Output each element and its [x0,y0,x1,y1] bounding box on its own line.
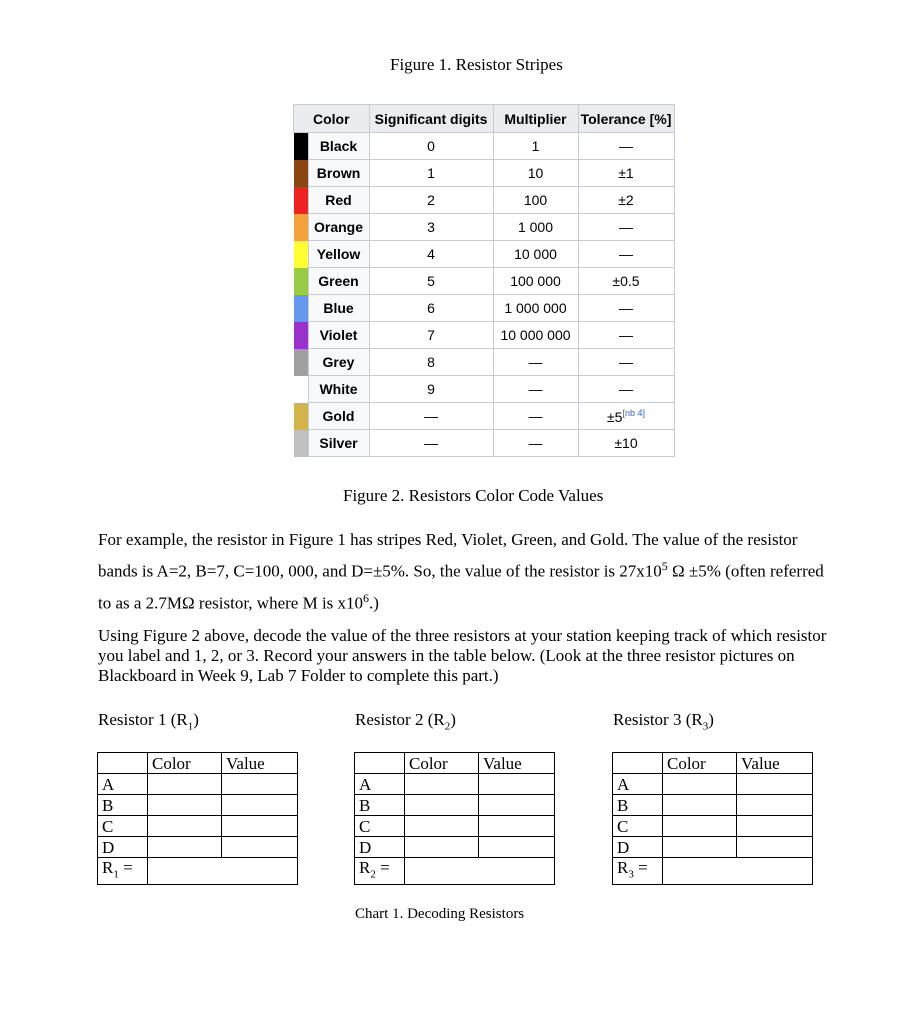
tolerance-value-text: — [619,354,633,370]
color-row-white [294,376,675,403]
decode-row-band-d [613,837,813,858]
band-value-cell[interactable] [479,795,555,816]
example-text-2: Ω ±5% (often referred to as a 2.7MΩ resistor, where M is x10 [98,561,824,613]
resistor-1-label-text: Resistor 1 (R [98,710,188,729]
decode-total-row [98,858,298,885]
band-label: D [355,837,405,858]
decode-header-value: Value [479,753,555,774]
multiplier-value-text: 10 000 [514,246,557,262]
footnote-link[interactable]: [nb 4] [622,407,645,418]
decode-row-band-c [355,816,555,837]
tolerance-value-text: ±0.5 [612,273,640,289]
resistor-2-label [355,710,456,732]
decode-header-blank [98,753,148,774]
resistance-total-label [613,858,663,885]
band-label: A [613,774,663,795]
example-paragraph [98,526,828,616]
total-sub: 3 [628,868,634,881]
color-swatch [294,322,309,349]
multiplier-value-text: 100 000 [510,273,561,289]
resistor-2-label-sub: 2 [444,720,451,733]
tolerance-value [578,376,674,403]
header-color: Color [294,105,370,133]
significant-digit [369,133,493,160]
significant-digit-text: — [424,435,438,451]
color-swatch [294,214,309,241]
color-swatch [294,295,309,322]
tolerance-value [578,430,674,457]
color-name: Yellow [308,241,369,268]
color-code-header-row [294,105,675,133]
band-color-cell[interactable] [663,774,737,795]
band-color-cell[interactable] [148,816,222,837]
resistor-3-label [613,710,714,732]
color-row-blue [294,295,675,322]
multiplier-value-text: 1 000 000 [504,300,567,316]
resistor-3-label-close: ) [708,710,714,729]
decode-row-band-c [98,816,298,837]
color-name: Violet [308,322,369,349]
figure1-caption: Figure 1. Resistor Stripes [390,55,563,74]
resistor-1-label-close: ) [193,710,199,729]
color-row-brown [294,160,675,187]
significant-digit-text: 0 [427,138,435,154]
decode-table-resistor-3 [612,752,813,885]
tolerance-value [578,241,674,268]
significant-digit [369,376,493,403]
figure2-caption: Figure 2. Resistors Color Code Values [343,486,604,505]
tolerance-value [578,403,674,430]
significant-digit [369,349,493,376]
tolerance-value-text: — [619,381,633,397]
decode-total-row [613,858,813,885]
total-prefix: R [617,858,629,877]
multiplier-value-text: — [528,435,543,451]
decode-total-row [355,858,555,885]
color-row-silver [294,430,675,457]
resistor-2-label-text: Resistor 2 (R [355,710,445,729]
significant-digit-text: 6 [427,300,435,316]
resistor-1-label [98,710,199,732]
color-row-violet [294,322,675,349]
instructions-paragraph: Using Figure 2 above, decode the value of the three resistors at your station keeping track of which resistor you label and 1, 2, or 3. Record your answers in the table below. (Look at the three resistor pictures on Blackboard in Week 9, Lab 7 Folder to complete this part.) [98,626,827,685]
multiplier-value-text: — [528,354,543,370]
multiplier-value [493,322,578,349]
total-sub: 2 [370,868,376,881]
band-color-cell[interactable] [405,774,479,795]
color-row-black [294,133,675,160]
band-color-cell[interactable] [405,816,479,837]
band-label: D [98,837,148,858]
band-color-cell[interactable] [148,774,222,795]
tolerance-value-text: — [619,138,633,154]
significant-digit [369,187,493,214]
decode-header-color: Color [148,753,222,774]
color-row-gold [294,403,675,430]
significant-digit-text: — [424,408,438,424]
resistor-3-label-text: Resistor 3 (R [613,710,703,729]
decode-table-resistor-2 [354,752,555,885]
color-swatch [294,376,309,403]
band-value-cell[interactable] [479,816,555,837]
band-color-cell[interactable] [148,795,222,816]
resistor-1-label-sub: 1 [187,720,194,733]
tolerance-value [578,133,674,160]
tolerance-value [578,322,674,349]
band-value-cell[interactable] [222,774,298,795]
decode-row-band-a [355,774,555,795]
decode-header-row [355,753,555,774]
color-name: Brown [308,160,369,187]
band-value-cell[interactable] [737,774,813,795]
exponent-5: 5 [661,559,668,573]
significant-digit-text: 3 [427,219,435,235]
header-tolerance: Tolerance [%] [578,105,674,133]
header-significant-digits: Significant digits [369,105,493,133]
resistance-total-cell[interactable] [663,858,813,885]
color-name: Orange [308,214,369,241]
band-label: A [355,774,405,795]
color-name: Silver [308,430,369,457]
significant-digit [369,403,493,430]
tolerance-value [578,214,674,241]
color-name: Black [308,133,369,160]
multiplier-value [493,241,578,268]
multiplier-value-text: 10 [527,165,544,181]
multiplier-value-text: 100 [523,192,548,208]
multiplier-value-text: 1 [531,138,540,154]
color-swatch [294,160,309,187]
band-label: C [613,816,663,837]
band-value-cell[interactable] [222,795,298,816]
multiplier-value [493,349,578,376]
decode-header-value: Value [222,753,298,774]
significant-digit-text: 7 [427,327,435,343]
decode-row-band-b [98,795,298,816]
total-suffix: = [118,858,133,877]
multiplier-value [493,214,578,241]
color-name: Gold [308,403,369,430]
color-swatch [294,133,309,160]
multiplier-value-text: 10 000 000 [500,327,571,343]
tolerance-value-text: — [619,219,633,235]
color-row-orange [294,214,675,241]
color-row-yellow [294,241,675,268]
significant-digit [369,322,493,349]
color-swatch [294,349,309,376]
decode-header-blank [355,753,405,774]
tolerance-value [578,295,674,322]
decode-row-band-b [355,795,555,816]
band-value-cell[interactable] [479,774,555,795]
decode-header-row [613,753,813,774]
color-name: Blue [308,295,369,322]
example-text-1: For example, the resistor in Figure 1 has stripes Red, Violet, Green, and Gold. The value of the resistor bands is A=2, B=7, C=100, 000, and D=±5%. So, the value of the resistor is 27x10 [98,530,798,581]
significant-digit [369,160,493,187]
band-color-cell[interactable] [663,837,737,858]
decode-table-resistor-1 [97,752,298,885]
band-value-cell[interactable] [737,837,813,858]
color-name: White [308,376,369,403]
tolerance-value-text: ±1 [618,165,634,181]
band-value-cell[interactable] [479,837,555,858]
color-swatch [294,241,309,268]
significant-digit [369,241,493,268]
color-name: Green [308,268,369,295]
significant-digit [369,268,493,295]
resistance-total-cell[interactable] [405,858,555,885]
band-label: A [98,774,148,795]
tolerance-value-text: — [619,246,633,262]
color-row-grey [294,349,675,376]
tolerance-value [578,268,674,295]
band-label: D [613,837,663,858]
band-color-cell[interactable] [405,837,479,858]
total-suffix: = [375,858,390,877]
decode-row-band-a [613,774,813,795]
band-color-cell[interactable] [663,816,737,837]
tolerance-value [578,160,674,187]
decode-header-blank [613,753,663,774]
color-name: Grey [308,349,369,376]
tolerance-value-text: ±10 [614,435,638,451]
color-swatch [294,268,309,295]
resistance-total-label [355,858,405,885]
tolerance-value-text: ±5 [606,408,623,425]
color-name: Red [308,187,369,214]
significant-digit [369,430,493,457]
decode-header-row [98,753,298,774]
decode-row-band-d [355,837,555,858]
tolerance-value-text: — [619,327,633,343]
significant-digit [369,295,493,322]
band-color-cell[interactable] [405,795,479,816]
significant-digit-text: 1 [427,165,435,181]
example-text-3: .) [369,593,379,613]
header-multiplier: Multiplier [493,105,578,133]
total-suffix: = [633,858,648,877]
band-label: B [613,795,663,816]
color-swatch [294,430,309,457]
resistance-total-cell[interactable] [148,858,298,885]
multiplier-value [493,376,578,403]
band-value-cell[interactable] [737,816,813,837]
band-label: C [355,816,405,837]
color-code-table [293,104,675,457]
multiplier-value [493,403,578,430]
color-swatch [294,187,309,214]
multiplier-value [493,295,578,322]
decode-header-value: Value [737,753,813,774]
color-row-green [294,268,675,295]
band-value-cell[interactable] [222,816,298,837]
decode-header-color: Color [405,753,479,774]
exponent-6: 6 [363,590,370,605]
decode-row-band-a [98,774,298,795]
band-label: C [98,816,148,837]
resistor-3-label-sub: 3 [702,720,709,733]
significant-digit [369,214,493,241]
decode-row-band-b [613,795,813,816]
chart1-caption: Chart 1. Decoding Resistors [355,906,525,922]
decode-header-color: Color [663,753,737,774]
multiplier-value-text: 1 000 [517,219,554,235]
multiplier-value [493,133,578,160]
significant-digit-text: 2 [427,192,435,208]
band-label: B [98,795,148,816]
multiplier-value [493,268,578,295]
multiplier-value [493,187,578,214]
color-swatch [294,403,309,430]
band-value-cell[interactable] [737,795,813,816]
multiplier-value-text: — [528,408,543,424]
significant-digit-text: 5 [427,273,435,289]
multiplier-value-text: — [528,381,543,397]
color-row-red [294,187,675,214]
multiplier-value [493,430,578,457]
decode-row-band-c [613,816,813,837]
total-prefix: R [102,858,114,877]
total-sub: 1 [113,868,119,881]
resistor-2-label-close: ) [450,710,456,729]
tolerance-value [578,349,674,376]
significant-digit-text: 8 [427,354,435,370]
decode-row-band-d [98,837,298,858]
band-color-cell[interactable] [663,795,737,816]
multiplier-value [493,160,578,187]
tolerance-value [578,187,674,214]
total-prefix: R [359,858,371,877]
band-value-cell[interactable] [222,837,298,858]
significant-digit-text: 9 [427,381,435,397]
resistance-total-label [98,858,148,885]
band-label: B [355,795,405,816]
significant-digit-text: 4 [427,246,435,262]
tolerance-value-text: ±2 [618,192,634,208]
band-color-cell[interactable] [148,837,222,858]
tolerance-value-text: — [619,300,633,316]
